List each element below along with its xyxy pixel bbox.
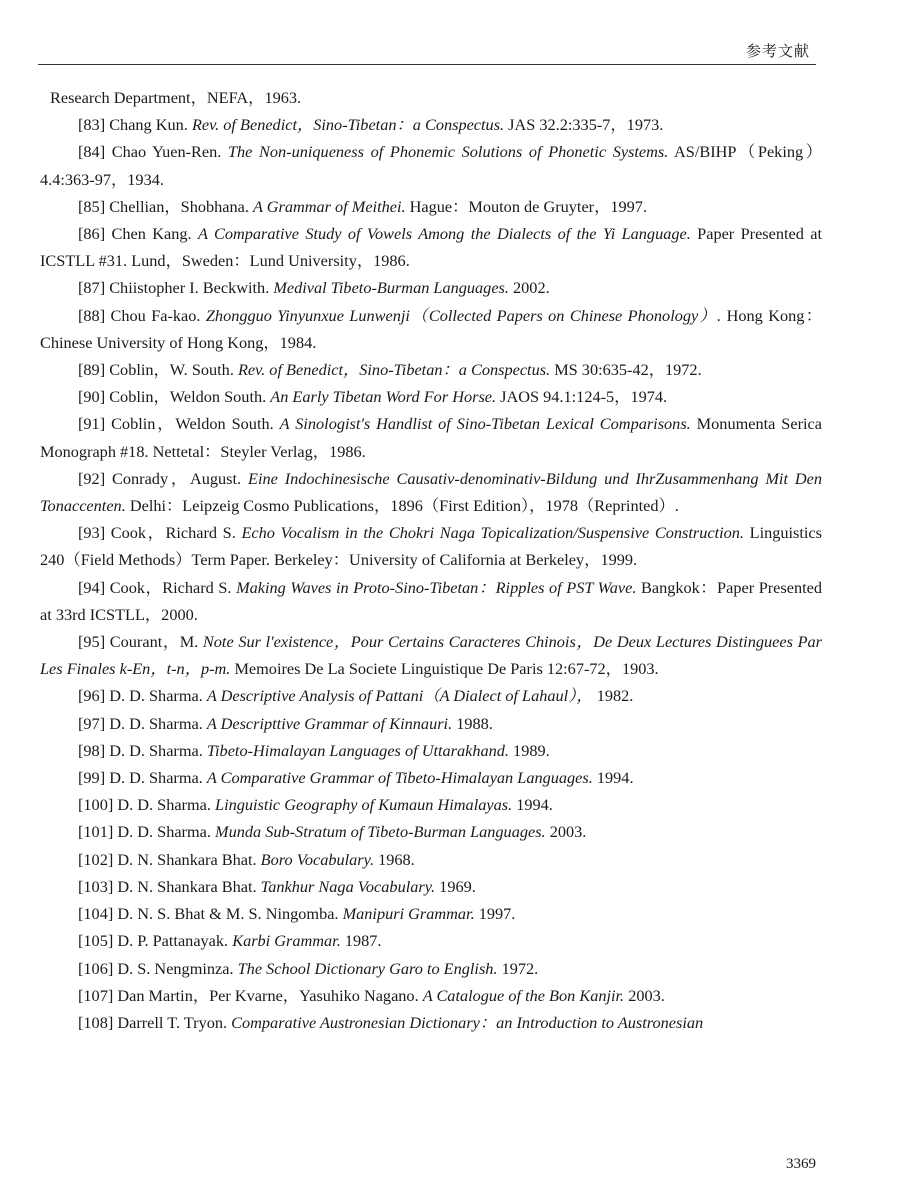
reference-details: 1989. (508, 740, 550, 760)
section-title: 参考文献 (745, 42, 810, 60)
reference-entry (40, 982, 822, 1009)
reference-details: 1994. (512, 795, 553, 815)
reference-number: [84] (78, 142, 106, 162)
reference-title: Comparative Austronesian Dictionary：an Introduction to Austronesian (231, 1012, 704, 1032)
reference-number: [89] (78, 360, 106, 380)
reference-details: MS 30:635-42，1972. (550, 360, 702, 380)
reference-author: Chang Kun. (105, 115, 192, 135)
reference-number: [90] (78, 387, 106, 407)
page-number: 3369 (786, 1156, 816, 1172)
reference-details: AS/BIHP（Peking）4.4:363-97，1934. (40, 142, 822, 189)
reference-author: Darrell T. Tryon. (113, 1012, 232, 1032)
reference-author: Conrady，August. (105, 468, 248, 488)
reference-author: Dan Martin，Per Kvarne，Yasuhiko Nagano. (113, 985, 423, 1005)
reference-author: Courant，M. (105, 632, 203, 652)
reference-title: Rev. of Benedict，Sino-Tibetan：a Conspectus. (237, 360, 551, 380)
reference-entry (40, 519, 822, 573)
reference-author: Coblin，W. South. (105, 360, 238, 380)
reference-details: Paper Presented at ICSTLL #31. Lund，Sweden：Lund University，1986. (40, 224, 823, 271)
reference-title: Note Sur l'existence，Pour Certains Caracteres Chinois，De Deux Lectures Distinguees Par Les Finales k-En，t-n，p-m. (40, 632, 822, 679)
reference-details: Hong Kong：Chinese University of Hong Kong，1984. (40, 305, 822, 352)
reference-number: [85] (78, 196, 106, 216)
reference-details: 1988. (452, 713, 493, 733)
reference-entry (40, 356, 822, 383)
reference-details: 2002. (508, 278, 550, 298)
reference-details: JAS 32.2:335-7，1973. (504, 115, 664, 135)
reference-entry (40, 873, 822, 900)
reference-author: D. D. Sharma. (105, 686, 207, 706)
reference-number: [95] (78, 632, 106, 652)
reference-entry (40, 574, 822, 628)
reference-title: A Descriptive Analysis of Pattani（A Dialect of Lahaul）， (206, 686, 593, 706)
reference-entry (40, 1009, 822, 1036)
reference-entry (40, 846, 822, 873)
header-rule (38, 64, 816, 65)
reference-title: Tankhur Naga Vocabulary. (260, 876, 436, 896)
reference-number: [88] (78, 305, 106, 325)
reference-number: [100] (78, 795, 114, 815)
reference-author: Chiistopher I. Beckwith. (105, 278, 274, 298)
reference-details: Delhi：Leipzeig Cosmo Publications，1896（First Edition），1978（Reprinted）. (125, 496, 679, 516)
reference-number: [97] (78, 713, 106, 733)
reference-entry (40, 955, 822, 982)
reference-entry (40, 274, 822, 301)
reference-author: Chen Kang. (105, 224, 198, 244)
reference-number: [105] (78, 931, 114, 951)
reference-details: Hague：Mouton de Gruyter，1997. (405, 196, 648, 216)
reference-title: Rev. of Benedict，Sino-Tibetan：a Conspectus. (191, 115, 505, 135)
reference-entry (40, 737, 822, 764)
reference-author: D. D. Sharma. (105, 740, 207, 760)
reference-details: 2003. (624, 985, 665, 1005)
reference-details: Memoires De La Societe Linguistique De Paris 12:67-72，1903. (230, 659, 659, 679)
reference-author: Chao Yuen-Ren. (105, 142, 228, 162)
reference-number: [101] (78, 822, 114, 842)
reference-title: An Early Tibetan Word For Horse. (270, 387, 497, 407)
reference-title: A Catalogue of the Bon Kanjir. (422, 985, 625, 1005)
reference-number: [92] (78, 468, 106, 488)
reference-number: [106] (78, 958, 114, 978)
reference-details: Monumenta Serica Monograph #18. Nettetal：Steyler Verlag，1986. (40, 414, 822, 461)
reference-title: A Comparative Study of Vowels Among the Dialects of the Yi Language. (197, 224, 691, 244)
reference-author: D. N. Shankara Bhat. (113, 849, 261, 869)
reference-number: [104] (78, 904, 114, 924)
reference-author: Chou Fa-kao. (105, 305, 206, 325)
reference-list (40, 84, 822, 1036)
reference-author: D. P. Pattanayak. (113, 931, 233, 951)
reference-author: Coblin，Weldon South. (105, 414, 280, 434)
reference-author: D. D. Sharma. (113, 822, 216, 842)
reference-number: [103] (78, 876, 114, 896)
reference-number: [108] (78, 1012, 114, 1032)
reference-title: Medival Tibeto-Burman Languages. (273, 278, 509, 298)
reference-title: Tibeto-Himalayan Languages of Uttarakhand. (206, 740, 509, 760)
reference-author: Cook，Richard S. (105, 577, 237, 597)
reference-number: [86] (78, 224, 106, 244)
reference-author: Research Department，NEFA，1963. (50, 88, 302, 107)
reference-title: A Descripttive Grammar of Kinnauri. (206, 713, 453, 733)
reference-number: [96] (78, 686, 106, 706)
reference-entry (40, 383, 822, 410)
reference-title: A Grammar of Meithei. (253, 196, 406, 216)
reference-details: 2003. (545, 822, 587, 842)
reference-title: The Non-uniqueness of Phonemic Solutions of Phonetic Systems. (227, 142, 669, 162)
reference-title: Zhongguo Yinyunxue Lunwenji（Collected Papers on Chinese Phonology）. (205, 305, 722, 325)
reference-details: Bangkok：Paper Presented at 33rd ICSTLL，2000. (40, 577, 822, 624)
reference-author: Cook，Richard S. (105, 523, 242, 543)
reference-number: [91] (78, 414, 106, 434)
reference-title: Making Waves in Proto-Sino-Tibetan：Ripples of PST Wave. (236, 577, 637, 597)
reference-details: JAOS 94.1:124-5，1974. (496, 387, 668, 407)
reference-author: Chellian，Shobhana. (105, 196, 253, 216)
reference-details: 1969. (435, 876, 476, 896)
reference-author: D. D. Sharma. (105, 713, 207, 733)
reference-number: [98] (78, 740, 106, 760)
reference-details: 1968. (374, 849, 415, 869)
reference-author: D. D. Sharma. (105, 768, 207, 788)
reference-number: [102] (78, 849, 114, 869)
reference-entry (40, 138, 822, 192)
reference-entry (40, 764, 822, 791)
reference-entry (40, 220, 822, 274)
reference-title: Eine Indochinesische Causativ-denominativ-Bildung und IhrZusammenhang Mit Den Tonaccenten. (40, 468, 822, 516)
reference-details: 1982. (592, 686, 634, 706)
reference-entry (40, 791, 822, 818)
reference-entry (40, 465, 822, 519)
reference-entry (40, 710, 822, 737)
reference-details: Linguistics 240（Field Methods）Term Paper. Berkeley：University of California at Berkeley，1999. (40, 523, 822, 570)
reference-author: D. D. Sharma. (113, 795, 216, 815)
reference-entry (40, 900, 822, 927)
reference-number: [94] (78, 577, 106, 597)
reference-entry (40, 682, 822, 709)
reference-author: D. S. Nengminza. (113, 958, 238, 978)
reference-details: 1987. (340, 931, 382, 951)
reference-title: Linguistic Geography of Kumaun Himalayas. (215, 795, 513, 815)
reference-entry (40, 927, 822, 954)
reference-title: Munda Sub-Stratum of Tibeto-Burman Languages. (215, 822, 546, 842)
reference-entry (40, 111, 822, 138)
reference-author: D. N. Shankara Bhat. (113, 876, 261, 896)
reference-title: The School Dictionary Garo to English. (237, 958, 498, 978)
reference-title: A Sinologist's Handlist of Sino-Tibetan Lexical Comparisons. (279, 414, 691, 434)
reference-entry (40, 410, 822, 464)
reference-number: [99] (78, 768, 106, 788)
reference-number: [107] (78, 985, 114, 1005)
reference-title: Echo Vocalism in the Chokri Naga Topicalization/Suspensive Construction. (241, 523, 744, 543)
reference-number: [93] (78, 523, 106, 543)
reference-entry (40, 84, 822, 111)
reference-entry (40, 818, 822, 845)
reference-title: Manipuri Grammar. (342, 904, 475, 924)
reference-entry (40, 628, 822, 682)
reference-number: [83] (78, 115, 106, 135)
reference-number: [87] (78, 278, 106, 298)
reference-title: Karbi Grammar. (232, 931, 341, 951)
reference-entry (40, 193, 822, 220)
reference-details: 1994. (592, 768, 634, 788)
reference-details: 1997. (474, 904, 516, 924)
reference-details: 1972. (497, 958, 539, 978)
reference-title: Boro Vocabulary. (260, 849, 375, 869)
reference-entry (40, 302, 822, 356)
reference-author: Coblin，Weldon South. (105, 387, 271, 407)
reference-author: D. N. S. Bhat & M. S. Ningomba. (113, 904, 343, 924)
reference-title: A Comparative Grammar of Tibeto-Himalayan Languages. (206, 768, 593, 788)
